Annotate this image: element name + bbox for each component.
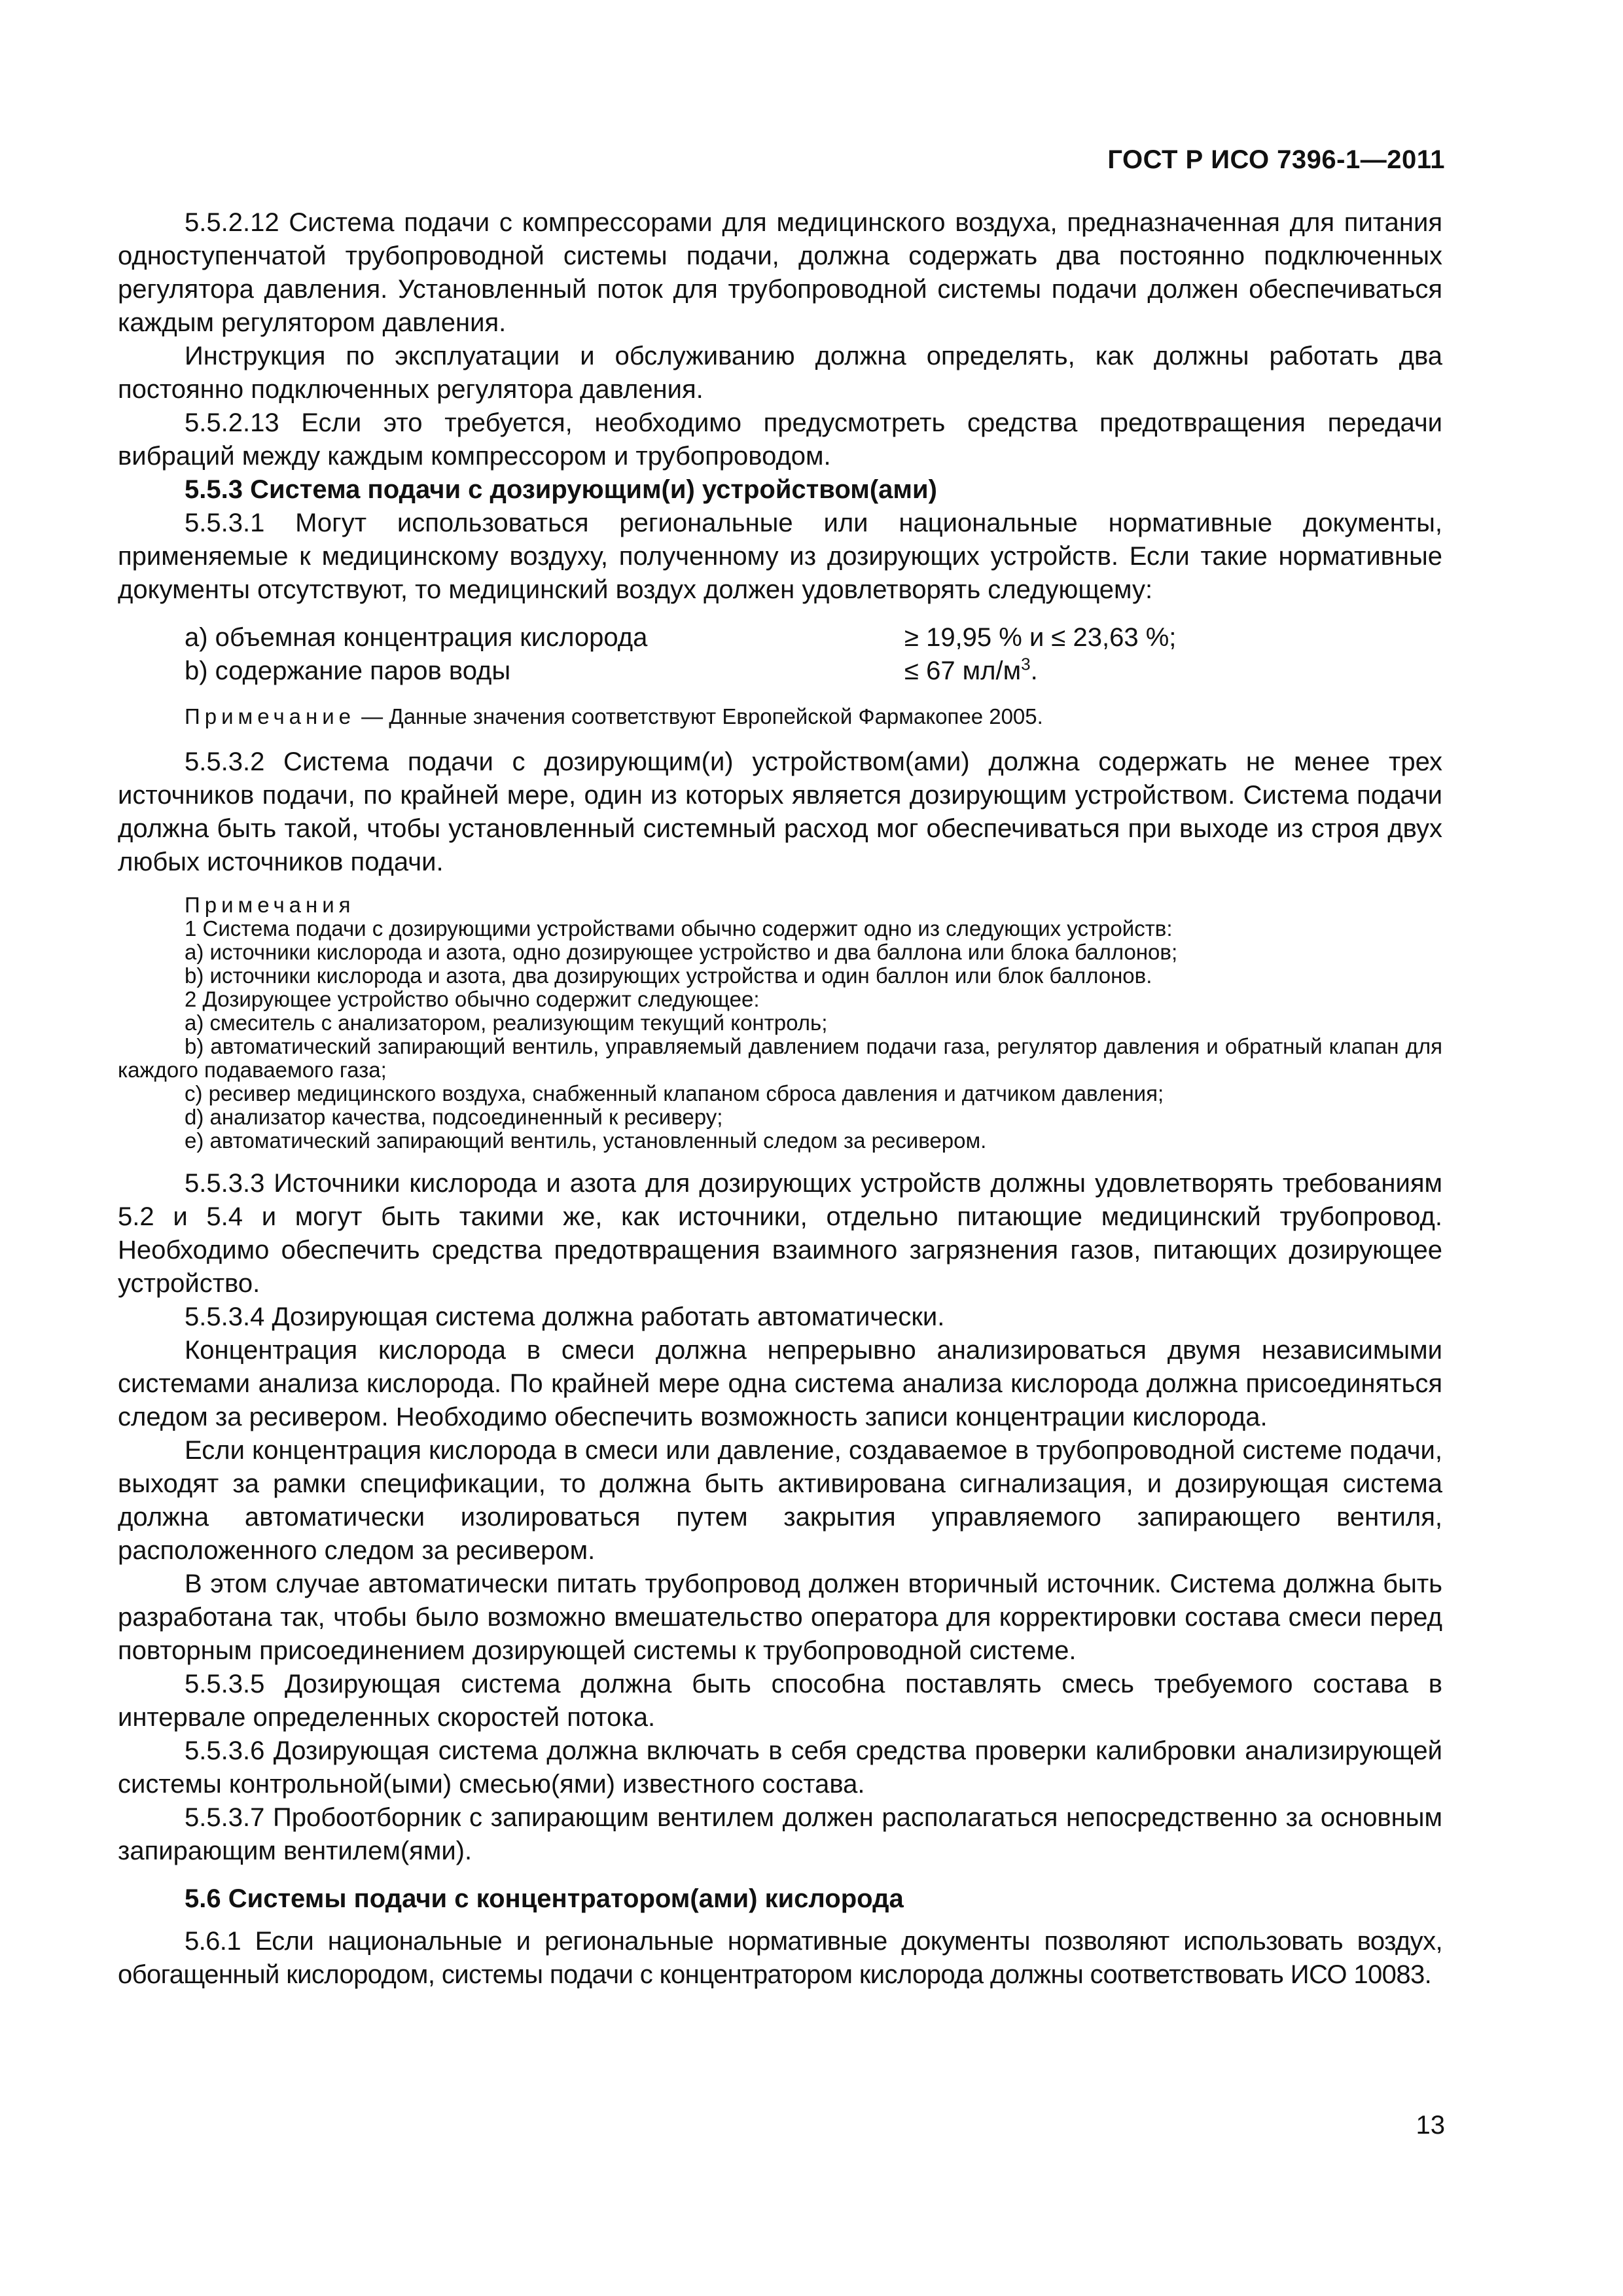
paragraph-5-5-3-1: 5.5.3.1 Могут использоваться региональные или национальные нормативные документы, применяемые к медицинскому воздуху, полученному из дозирующих устройств. Если такие нормативные документы отсутствуют, то медицинский воздух должен удовлетворять следующему: bbox=[118, 509, 1442, 604]
note-item: e) автоматический запирающий вентиль, установленный следом за ресивером. bbox=[185, 1128, 987, 1153]
requirement-label: b) содержание паров воды bbox=[185, 656, 511, 685]
section-heading-5-5-3: 5.5.3 Система подачи с дозирующим(и) устройством(ами) bbox=[185, 475, 937, 504]
notes-label: Примечания bbox=[185, 893, 355, 917]
requirement-label: a) объемная концентрация кислорода bbox=[185, 623, 648, 652]
notes-block bbox=[118, 893, 1442, 1153]
spacer bbox=[118, 1868, 1442, 1882]
note-item: c) ресивер медицинского воздуха, снабженный клапаном сброса давления и датчиком давления; bbox=[185, 1081, 1164, 1105]
note bbox=[118, 702, 1442, 731]
page-number: 13 bbox=[1416, 2111, 1445, 2140]
note-item: b) источники кислорода и азота, два дозирующих устройства и один баллон или блок баллонов. bbox=[185, 963, 1152, 988]
note-item: 2 Дозирующее устройство обычно содержит следующее: bbox=[185, 987, 760, 1011]
note-item: b) автоматический запирающий вентиль, управляемый давлением подачи газа, регулятор давления и обратный клапан для каждого подаваемого газа; bbox=[118, 1034, 1442, 1082]
paragraph-5-5-3-4-alarm: Если концентрация кислорода в смеси или давление, создаваемое в трубопроводной системе подачи, выходят за рамки спецификации, то должна быть активирована сигнализация, и дозирующая система должна автоматически изолироваться путем закрытия управляемого запирающего вентиля, расположенного следом за ресивером. bbox=[118, 1436, 1442, 1565]
note-item: a) источники кислорода и азота, одно дозирующее устройство и два баллона или блока баллонов; bbox=[185, 940, 1178, 964]
requirement-value: ≥ 19,95 % и ≤ 23,63 %; bbox=[904, 623, 1177, 652]
section-heading-5-6: 5.6 Системы подачи с концентратором(ами) кислорода bbox=[185, 1884, 904, 1913]
paragraph-5-5-3-4-analysis: Концентрация кислорода в смеси должна непрерывно анализироваться двумя независимыми системами анализа кислорода. По крайней мере одна система анализа кислорода должна присоединяться следом за ресивером. Необходимо обеспечить возможность записи концентрации кислорода. bbox=[118, 1336, 1442, 1431]
paragraph-5-5-3-4-secondary: В этом случае автоматически питать трубопровод должен вторичный источник. Система должна быть разработана так, чтобы было возможно вмешательство оператора для корректировки состава смеси перед повторным присоединением дозирующей системы к трубопроводной системе. bbox=[118, 1570, 1442, 1665]
paragraph-5-5-2-12-instruction: Инструкция по эксплуатации и обслуживанию должна определять, как должны работать два постоянно подключенных регулятора давления. bbox=[118, 342, 1442, 404]
paragraph-5-5-3-5: 5.5.3.5 Дозирующая система должна быть способна поставлять смесь требуемого состава в интервале определенных скоростей потока. bbox=[118, 1670, 1442, 1732]
paragraph-5-5-3-4: 5.5.3.4 Дозирующая система должна работать автоматически. bbox=[185, 1302, 945, 1331]
spacer bbox=[118, 731, 1442, 745]
requirements-list bbox=[185, 621, 1442, 688]
paragraph-5-5-2-13: 5.5.2.13 Если это требуется, необходимо предусмотреть средства предотвращения передачи вибраций между каждым компрессором и трубопроводом. bbox=[118, 408, 1442, 471]
paragraph-5-5-3-7: 5.5.3.7 Пробоотборник с запирающим вентилем должен располагаться непосредственно за основным запирающим вентилем(ями). bbox=[118, 1803, 1442, 1865]
paragraph-5-5-3-2: 5.5.3.2 Система подачи с дозирующим(и) устройством(ами) должна содержать не менее трех источников подачи, по крайней мере, один из которых является дозирующим устройством. Система подачи должна быть такой, чтобы установленный системный расход мог обеспечиваться при выходе из строя двух любых источников подачи. bbox=[118, 747, 1442, 876]
paragraph-5-5-3-6: 5.5.3.6 Дозирующая система должна включать в себя средства проверки калибровки анализирующей системы контрольной(ыми) смесью(ями) известного состава. bbox=[118, 1736, 1442, 1799]
spacer bbox=[118, 879, 1442, 893]
spacer bbox=[118, 1916, 1442, 1925]
note-item: 1 Система подачи с дозирующими устройствами обычно содержит одно из следующих устройств: bbox=[185, 916, 1173, 941]
document-body bbox=[118, 206, 1442, 1992]
spacer bbox=[118, 1153, 1442, 1167]
paragraph-5-5-3-3: 5.5.3.3 Источники кислорода и азота для дозирующих устройств должны удовлетворять требованиям 5.2 и 5.4 и могут быть такими же, как источники, отдельно питающие медицинский трубопровод. Необходимо обеспечить средства предотвращения взаимного загрязнения газов, питающих дозирующее устройство. bbox=[118, 1169, 1442, 1298]
note-item: a) смеситель с анализатором, реализующим текущий контроль; bbox=[185, 1011, 828, 1035]
paragraph-5-6-1: 5.6.1 Если национальные и региональные нормативные документы позволяют использовать воздух, обогащенный кислородом, системы подачи с концентратором кислорода должны соответствовать ИСО 10083. bbox=[118, 1927, 1442, 1989]
spacer bbox=[118, 688, 1442, 702]
paragraph-5-5-2-12: 5.5.2.12 Система подачи с компрессорами для медицинского воздуха, предназначенная для питания одноступенчатой трубопроводной системы подачи, должна содержать два постоянно подключенных регулятора давления. Установленный поток для трубопроводной системы подачи должен обеспечиваться каждым регулятором давления. bbox=[118, 208, 1442, 337]
spacer bbox=[118, 607, 1442, 621]
document-header: ГОСТ Р ИСО 7396-1—2011 bbox=[1107, 145, 1445, 174]
requirement-value: ≤ 67 $мл/м^3$. bbox=[904, 654, 1038, 685]
note-label: Примечание bbox=[185, 704, 356, 728]
note-item: d) анализатор качества, подсоединенный к ресиверу; bbox=[185, 1105, 723, 1129]
note-text: — Данные значения соответствуют Европейской Фармакопее 2005. bbox=[355, 704, 1043, 728]
